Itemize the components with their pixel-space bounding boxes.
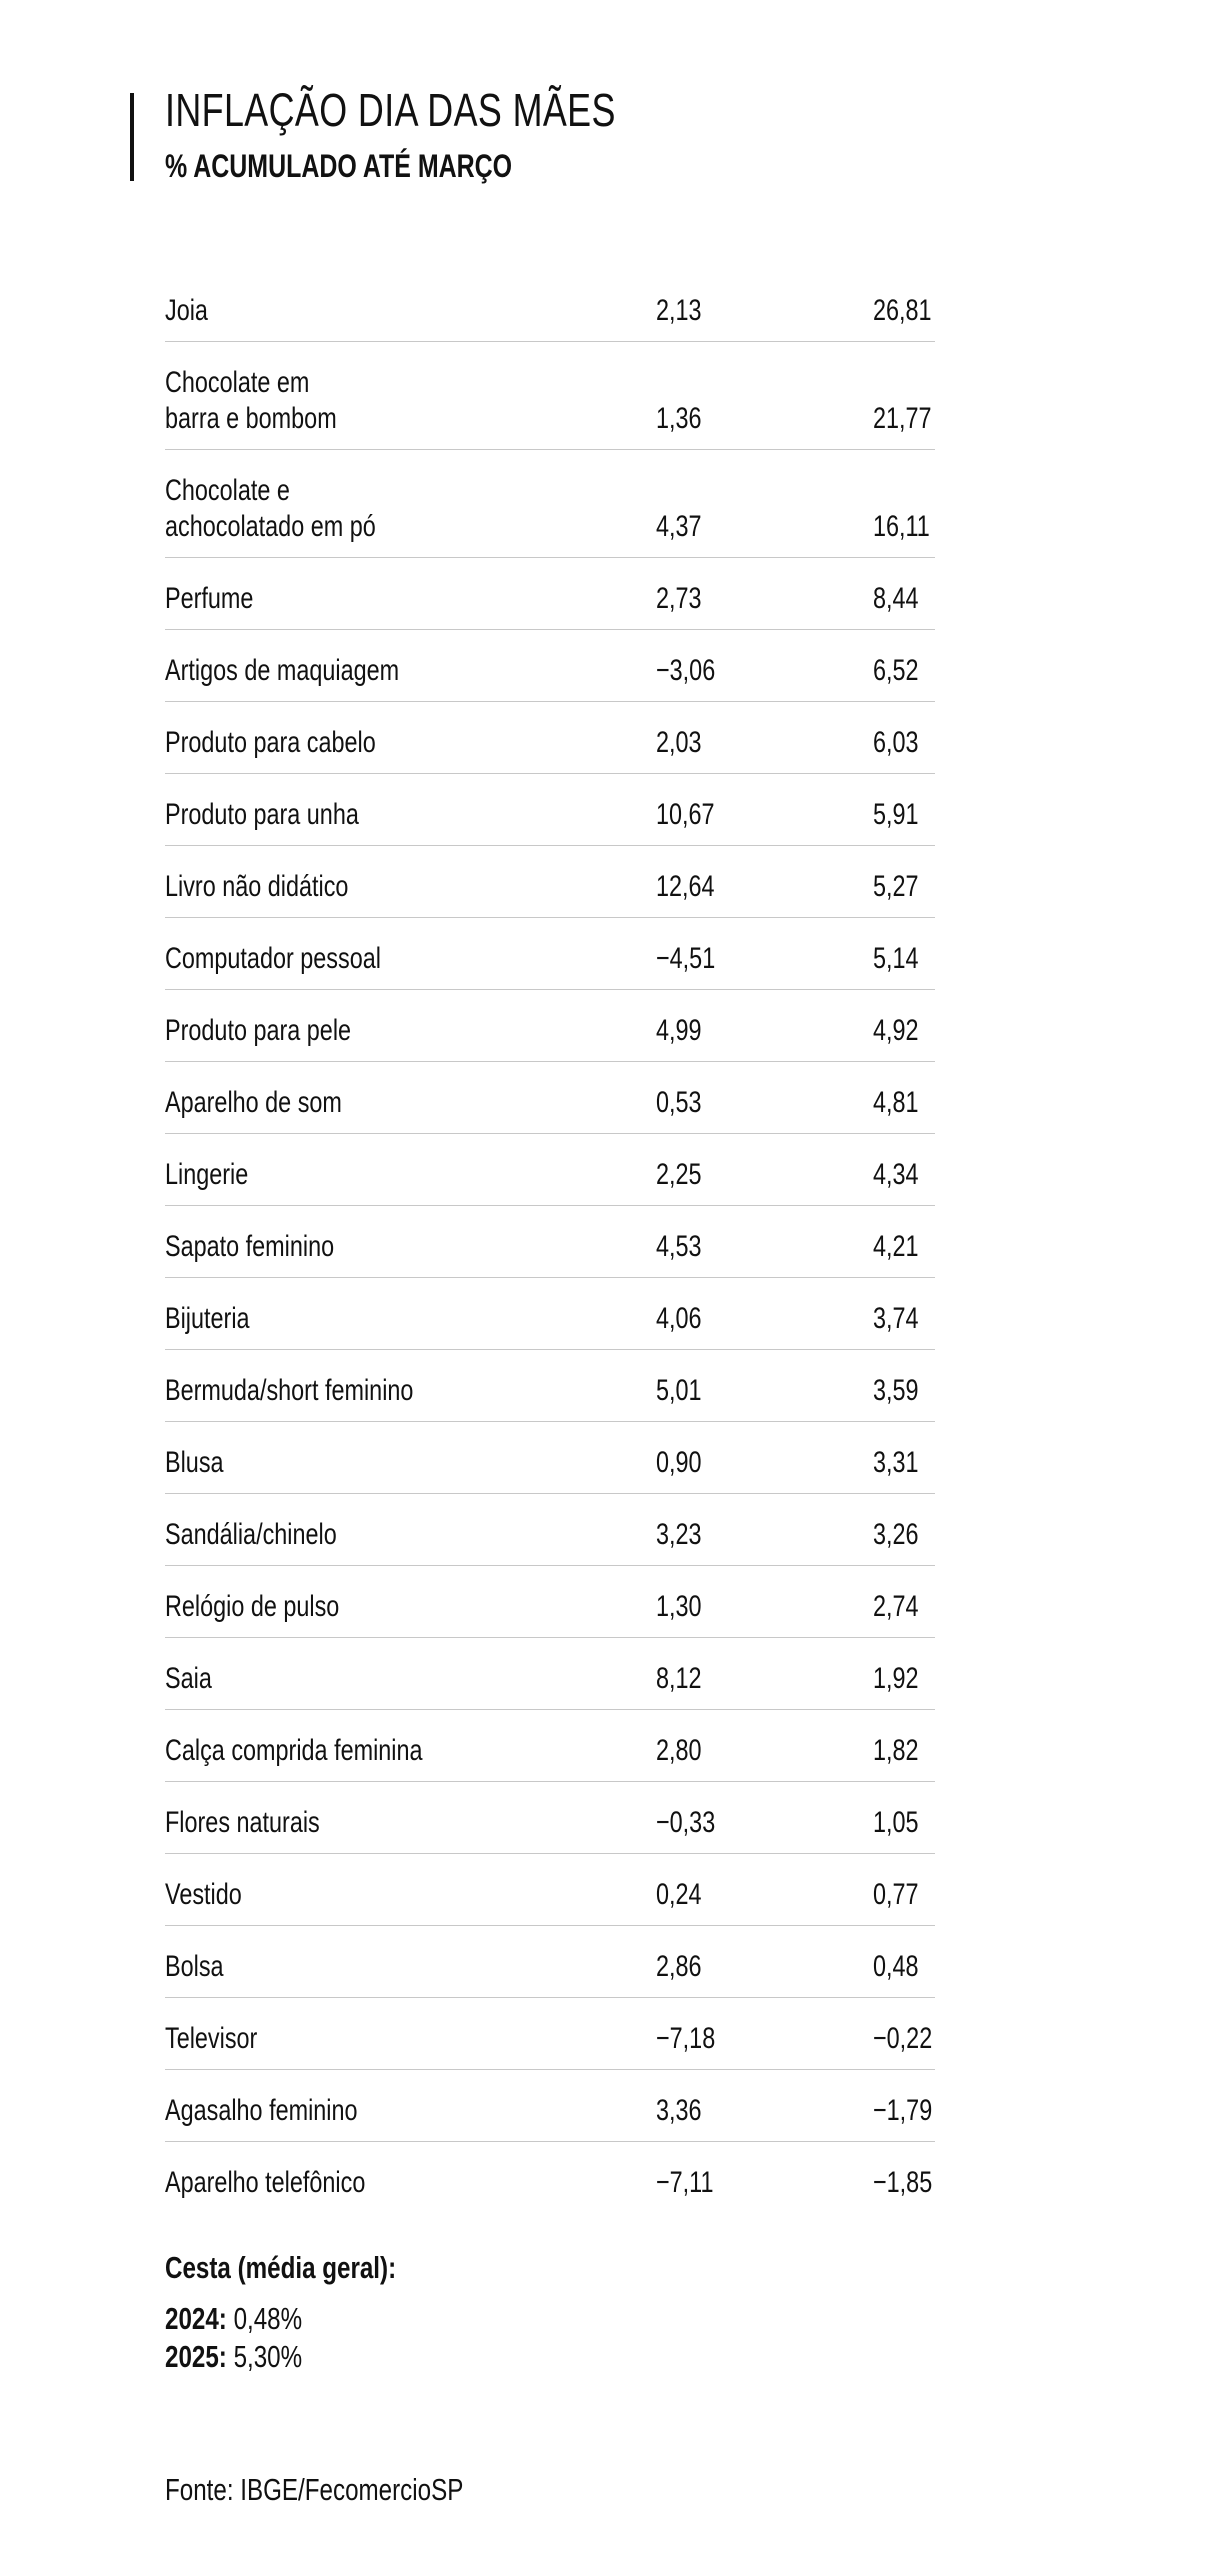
value-2025: 5,14 (873, 942, 919, 975)
source-note: Fonte: IBGE/FecomercioSP (165, 2472, 464, 2507)
table-row (165, 702, 935, 774)
row-label: Flores naturais (165, 1806, 320, 1839)
row-label: Vestido (165, 1878, 242, 1911)
basket-year: 2024: (165, 2301, 227, 2336)
value-2024: 4,06 (656, 1302, 702, 1335)
value-2024: 0,53 (656, 1086, 702, 1119)
table-row (165, 774, 935, 846)
table-row (165, 1782, 935, 1854)
row-label: Produto para cabelo (165, 726, 376, 759)
data-table (165, 270, 935, 2213)
value-2024: −4,51 (656, 942, 716, 975)
value-2025: 26,81 (873, 294, 932, 327)
row-label: Bermuda/short feminino (165, 1374, 414, 1407)
value-2024: 4,53 (656, 1230, 702, 1263)
table-row (165, 1422, 935, 1494)
row-label: Relógio de pulso (165, 1590, 340, 1623)
value-2025: −1,85 (873, 2166, 933, 2199)
row-label: Chocolate em barra e bombom (165, 366, 337, 435)
value-2024: 8,12 (656, 1662, 702, 1695)
basket-value: 0,48% (226, 2301, 303, 2336)
row-label: Saia (165, 1662, 212, 1695)
value-2025: 6,03 (873, 726, 919, 759)
value-2024: 2,73 (656, 582, 702, 615)
title-accent-bar (130, 93, 134, 181)
table-row (165, 1854, 935, 1926)
value-2024: 2,13 (656, 294, 702, 327)
basket-value: 5,30% (226, 2339, 303, 2374)
table-row (165, 1062, 935, 1134)
value-2025: 0,77 (873, 1878, 919, 1911)
table-row (165, 1998, 935, 2070)
table-row (165, 1350, 935, 1422)
table-row (165, 1134, 935, 1206)
value-2024: 1,30 (656, 1590, 702, 1623)
table-row (165, 558, 935, 630)
value-2025: 8,44 (873, 582, 919, 615)
row-label: Produto para unha (165, 798, 359, 831)
row-label: Agasalho feminino (165, 2094, 358, 2127)
table-row (165, 1710, 935, 1782)
row-label: Produto para pele (165, 1014, 352, 1047)
basket-heading: Cesta (média geral): (165, 2250, 397, 2285)
value-2024: 12,64 (656, 870, 715, 903)
value-2025: 1,82 (873, 1734, 919, 1767)
row-label: Sandália/chinelo (165, 1518, 337, 1551)
value-2025: 3,31 (873, 1446, 919, 1479)
table-row (165, 342, 935, 450)
value-2024: 4,99 (656, 1014, 702, 1047)
table-row (165, 846, 935, 918)
chart-title: INFLAÇÃO DIA DAS MÃES (165, 84, 616, 136)
table-row (165, 1206, 935, 1278)
value-2025: 3,26 (873, 1518, 919, 1551)
value-2024: 4,37 (656, 510, 702, 543)
table-row (165, 630, 935, 702)
value-2024: 3,23 (656, 1518, 702, 1551)
row-label: Televisor (165, 2022, 258, 2055)
value-2024: 2,03 (656, 726, 702, 759)
row-label: Calça comprida feminina (165, 1734, 423, 1767)
value-2024: 2,80 (656, 1734, 702, 1767)
chart-subtitle: % ACUMULADO ATÉ MARÇO (165, 148, 513, 184)
basket-year: 2025: (165, 2339, 227, 2374)
value-2025: 4,21 (873, 1230, 919, 1263)
table-row (165, 1278, 935, 1350)
value-2024: 2,25 (656, 1158, 702, 1191)
value-2025: 3,74 (873, 1302, 919, 1335)
row-label: Blusa (165, 1446, 224, 1479)
row-label: Lingerie (165, 1158, 249, 1191)
row-label: Bijuteria (165, 1302, 250, 1335)
value-2024: 5,01 (656, 1374, 702, 1407)
value-2024: 1,36 (656, 402, 702, 435)
value-2024: 0,90 (656, 1446, 702, 1479)
row-label: Computador pessoal (165, 942, 381, 975)
value-2025: 4,34 (873, 1158, 919, 1191)
value-2024: −7,18 (656, 2022, 716, 2055)
table-row (165, 270, 935, 342)
value-2025: 21,77 (873, 402, 932, 435)
value-2025: 5,27 (873, 870, 919, 903)
table-row (165, 2142, 935, 2213)
value-2024: −0,33 (656, 1806, 716, 1839)
row-label: Livro não didático (165, 870, 349, 903)
value-2024: 2,86 (656, 1950, 702, 1983)
value-2025: 0,48 (873, 1950, 919, 1983)
value-2025: 3,59 (873, 1374, 919, 1407)
value-2025: 4,81 (873, 1086, 919, 1119)
table-row (165, 450, 935, 558)
value-2025: −1,79 (873, 2094, 933, 2127)
value-2024: 0,24 (656, 1878, 702, 1911)
row-label: Chocolate e achocolatado em pó (165, 474, 376, 543)
table-row (165, 918, 935, 990)
value-2024: 10,67 (656, 798, 715, 831)
value-2025: 16,11 (873, 510, 930, 543)
table-row (165, 1926, 935, 1998)
value-2024: −7,11 (656, 2166, 714, 2199)
table-row (165, 1494, 935, 1566)
value-2025: 4,92 (873, 1014, 919, 1047)
value-2025: 2,74 (873, 1590, 919, 1623)
value-2025: 1,05 (873, 1806, 919, 1839)
value-2025: 1,92 (873, 1662, 919, 1695)
table-row (165, 2070, 935, 2142)
row-label: Sapato feminino (165, 1230, 335, 1263)
row-label: Bolsa (165, 1950, 224, 1983)
value-2025: 5,91 (873, 798, 919, 831)
basket-line-2024 (165, 2300, 341, 2338)
value-2024: −3,06 (656, 654, 716, 687)
row-label: Artigos de maquiagem (165, 654, 400, 687)
basket-line-2025 (165, 2338, 341, 2376)
table-row (165, 1638, 935, 1710)
value-2025: −0,22 (873, 2022, 933, 2055)
row-label: Perfume (165, 582, 254, 615)
row-label: Joia (165, 294, 208, 327)
value-2025: 6,52 (873, 654, 919, 687)
table-row (165, 990, 935, 1062)
row-label: Aparelho de som (165, 1086, 342, 1119)
table-row (165, 1566, 935, 1638)
value-2024: 3,36 (656, 2094, 702, 2127)
row-label: Aparelho telefônico (165, 2166, 366, 2199)
